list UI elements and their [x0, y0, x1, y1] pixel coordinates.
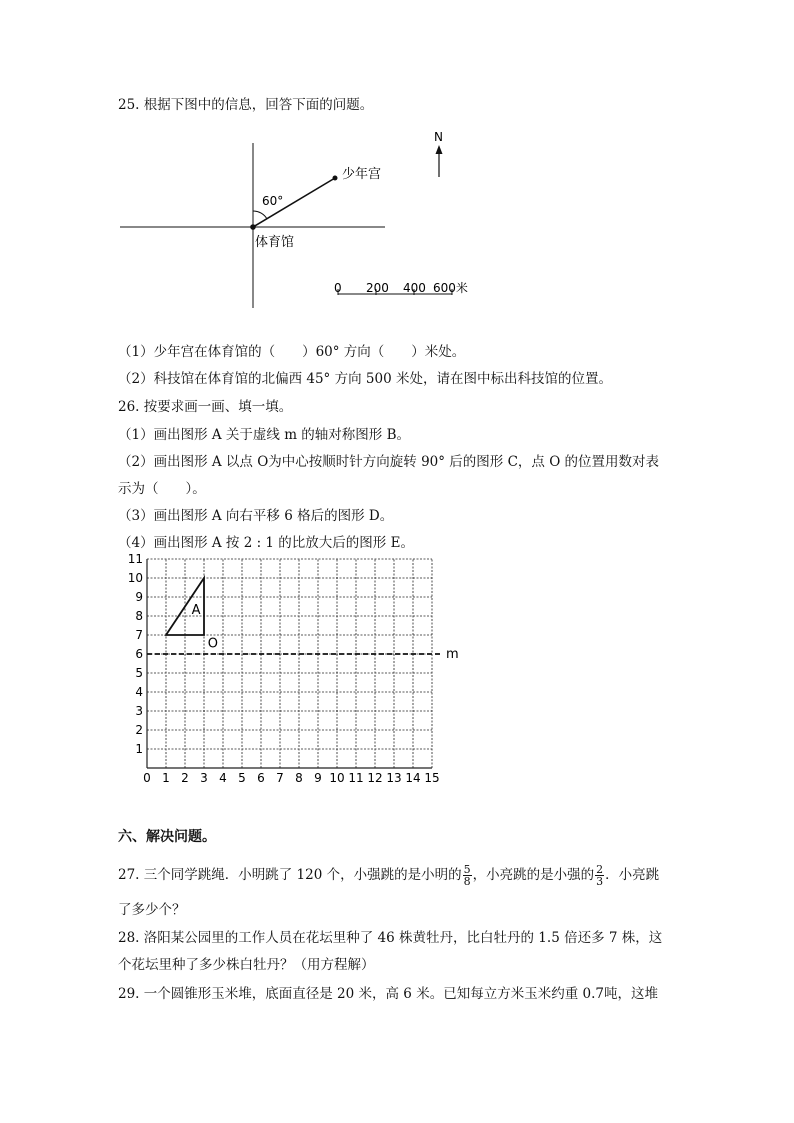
- q26-sub2-line2: 示为（ ）。: [118, 481, 206, 497]
- q26-sub4: （4）画出图形 A 按 2 : 1 的比放大后的图形 E。: [118, 535, 414, 551]
- q27-line2: 了多少个？: [118, 902, 186, 918]
- scale-tick-600: 600米: [433, 281, 468, 295]
- x-tick-label: 8: [295, 771, 303, 785]
- scale-tick-400: 400: [403, 281, 426, 295]
- q27-part2: ，小亮跳的是小强的: [472, 867, 595, 883]
- compass-figure: [110, 125, 490, 315]
- x-tick-label: 2: [181, 771, 189, 785]
- x-tick-label: 9: [314, 771, 322, 785]
- scale-tick-0: 0: [334, 281, 342, 295]
- north-arrow-icon: [436, 145, 443, 177]
- q26-prompt: 26. 按要求画一画、填一填。: [118, 399, 293, 415]
- x-tick-label: 1: [162, 771, 170, 785]
- y-tick-label: 8: [135, 609, 143, 623]
- q27-line1: [118, 864, 659, 887]
- y-tick-label: 1: [135, 742, 143, 756]
- shape-a-label: A: [191, 603, 201, 619]
- q26-sub3: （3）画出图形 A 向右平移 6 格后的图形 D。: [118, 508, 394, 524]
- y-tick-label: 9: [135, 590, 143, 604]
- x-tick-label: 13: [386, 771, 402, 785]
- x-tick-label: 10: [329, 771, 345, 785]
- x-tick-label: 6: [257, 771, 265, 785]
- q25-sub2: （2）科技馆在体育馆的北偏西 45° 方向 500 米处，请在图中标出科技馆的位置。: [118, 371, 612, 387]
- q25-sub1: （1）少年宫在体育馆的（ ）60° 方向（ ）米处。: [118, 344, 466, 360]
- y-tick-label: 3: [135, 704, 143, 718]
- angle-label: 60°: [262, 194, 284, 208]
- gym-label: 体育馆: [255, 235, 295, 250]
- q27-part3: ．小亮跳: [605, 867, 660, 883]
- fraction-five-eighths: $\frac{5}{8}$: [463, 863, 471, 888]
- y-tick-label: 6: [135, 647, 143, 661]
- youth-palace-label: 少年宫: [342, 167, 382, 182]
- north-label: N: [434, 130, 443, 144]
- section-title: 六、解决问题。: [118, 829, 216, 845]
- q27-part1: 27. 三个同学跳绳．小明跳了 120 个，小强跳的是小明的: [118, 867, 462, 883]
- y-tick-label: 10: [127, 571, 143, 585]
- q28-line1: 28. 洛阳某公园里的工作人员在花坛里种了 46 株黄牡丹，比白牡丹的 1.5 倍还多 7 株，这: [118, 930, 663, 946]
- coordinate-grid: [120, 552, 470, 790]
- fraction-two-thirds: $\frac{2}{3}$: [596, 863, 604, 888]
- point-youth-palace: [333, 176, 338, 181]
- y-tick-label: 11: [127, 552, 143, 566]
- point-gym: [250, 224, 256, 230]
- q25-prompt: 25. 根据下图中的信息，回答下面的问题。: [118, 97, 374, 113]
- y-tick-label: 4: [135, 685, 143, 699]
- point-o-label: O: [207, 636, 219, 652]
- x-tick-label: 12: [367, 771, 383, 785]
- y-tick-label: 2: [135, 723, 143, 737]
- q26-sub2-line1: （2）画出图形 A 以点 O为中心按顺时针方向旋转 90° 后的图形 C，点 O 的位置用数对表: [118, 454, 660, 470]
- x-tick-label: 5: [238, 771, 246, 785]
- x-tick-label: 15: [424, 771, 440, 785]
- x-tick-label: 3: [200, 771, 208, 785]
- x-tick-label: 0: [143, 771, 151, 785]
- x-tick-label: 4: [219, 771, 227, 785]
- x-tick-label: 14: [405, 771, 421, 785]
- line-label-m: m: [446, 647, 459, 662]
- q26-sub1: （1）画出图形 A 关于虚线 m 的轴对称图形 B。: [118, 427, 411, 443]
- angle-arc: [253, 211, 267, 219]
- y-tick-label: 7: [135, 628, 143, 642]
- q28-line2: 个花坛里种了多少株白牡丹？（用方程解）: [118, 957, 375, 973]
- y-tick-label: 5: [135, 666, 143, 680]
- scale-tick-200: 200: [366, 281, 389, 295]
- x-tick-label: 7: [276, 771, 284, 785]
- q29-line1: 29. 一个圆锥形玉米堆，底面直径是 20 米，高 6 米。已知每立方米玉米约重 0.7吨，这堆: [118, 986, 658, 1002]
- x-tick-label: 11: [348, 771, 364, 785]
